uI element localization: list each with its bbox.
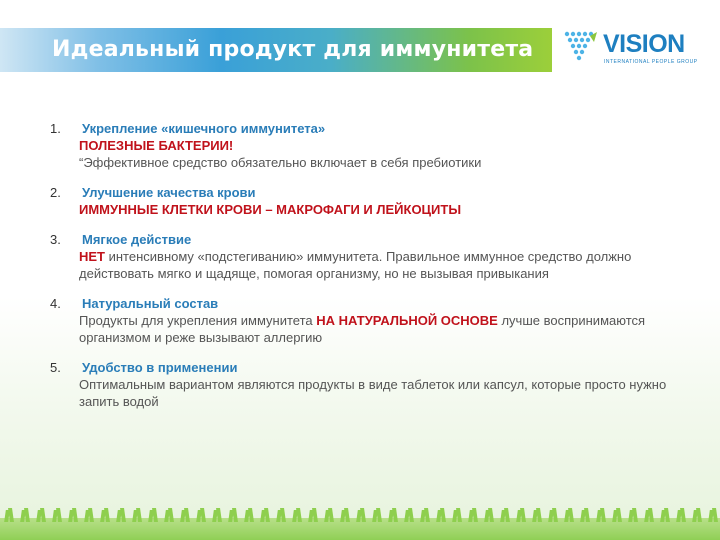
vision-triangle-icon [563, 30, 599, 66]
item-number: 5. [50, 360, 61, 375]
grass-tuft [148, 508, 158, 522]
item-highlight: ИММУННЫЕ КЛЕТКИ КРОВИ – МАКРОФАГИ И ЛЕЙКОЦИТЫ [79, 202, 462, 217]
grass-tuft [516, 508, 526, 522]
item-text [79, 248, 670, 282]
item-number: 4. [50, 296, 61, 311]
grass-tuft [660, 508, 670, 522]
grass-tuft [244, 508, 254, 522]
grass-tuft [100, 508, 110, 522]
grass-tuft [612, 508, 622, 522]
list-item [50, 120, 670, 171]
grass-tuft [4, 508, 14, 522]
grass-tuft [180, 508, 190, 522]
grass-tuft [36, 508, 46, 522]
grass-tuft [564, 508, 574, 522]
item-title: Улучшение качества крови [82, 185, 256, 200]
grass-tuft [116, 508, 126, 522]
item-text [79, 312, 670, 346]
logo-wordmark: VISION [603, 30, 685, 58]
logo-subtitle: INTERNATIONAL PEOPLE GROUP [604, 59, 698, 65]
list-item [50, 231, 670, 282]
item-title: Мягкое действие [82, 232, 192, 247]
grass-tuft [260, 508, 270, 522]
grass-tuft [532, 508, 542, 522]
grass-tuft [436, 508, 446, 522]
item-title: Удобство в применении [82, 360, 238, 375]
grass-tuft [356, 508, 366, 522]
grass-tuft [196, 508, 206, 522]
page-title: Идеальный продукт для иммунитета [52, 37, 534, 62]
grass-tuft [372, 508, 382, 522]
item-title: Укрепление «кишечного иммунитета» [82, 121, 326, 136]
grass-tuft [324, 508, 334, 522]
grass-tuft [596, 508, 606, 522]
grass-tuft [212, 508, 222, 522]
grass-tuft [628, 508, 638, 522]
grass-tuft [548, 508, 558, 522]
grass-tuft [500, 508, 510, 522]
grass-tuft [340, 508, 350, 522]
grass-tuft [692, 508, 702, 522]
item-text-before: Продукты для укрепления иммунитета [79, 313, 317, 328]
grass-tuft [164, 508, 174, 522]
grass-tuft [228, 508, 238, 522]
list-item [50, 359, 670, 410]
item-text: “Эффективное средство обязательно включает в себя пребиотики [79, 155, 482, 170]
item-title: Натуральный состав [82, 296, 219, 311]
grass-tuft [388, 508, 398, 522]
item-text-after: лучше воспринимаются организмом и реже вызывают аллергию [79, 313, 646, 345]
item-number: 1. [50, 121, 61, 136]
grass-tuft [676, 508, 686, 522]
grass-tuft [708, 508, 718, 522]
grass-tuft [52, 508, 62, 522]
item-number: 2. [50, 185, 61, 200]
benefits-list [50, 120, 670, 423]
grass-tuft [484, 508, 494, 522]
grass-tuft [452, 508, 462, 522]
grass-tuft [308, 508, 318, 522]
grass-tuft [68, 508, 78, 522]
grass-tuft [580, 508, 590, 522]
grass-tuft [20, 508, 30, 522]
list-item [50, 184, 670, 218]
item-text-after: интенсивному «подстегиванию» иммунитета. Правильное иммунное средство должно действовать мягко и щадяще, помогая организму, но не вызывая привыкания [79, 249, 632, 281]
list-item [50, 295, 670, 346]
item-highlight: ПОЛЕЗНЫЕ БАКТЕРИИ! [79, 138, 234, 153]
grass-tuft [292, 508, 302, 522]
item-highlight: НА НАТУРАЛЬНОЙ ОСНОВЕ [316, 313, 498, 328]
grass-tuft [420, 508, 430, 522]
grass-tuft [276, 508, 286, 522]
grass-tuft [644, 508, 654, 522]
grass-decoration [0, 500, 720, 540]
grass-tuft [404, 508, 414, 522]
item-number: 3. [50, 232, 61, 247]
item-text: Оптимальным вариантом являются продукты в виде таблеток или капсул, которые просто нужно запить водой [79, 377, 667, 409]
grass-tuft [468, 508, 478, 522]
vision-logo [563, 30, 698, 68]
item-highlight: НЕТ [79, 249, 105, 264]
grass-tuft [84, 508, 94, 522]
grass-tuft [132, 508, 142, 522]
